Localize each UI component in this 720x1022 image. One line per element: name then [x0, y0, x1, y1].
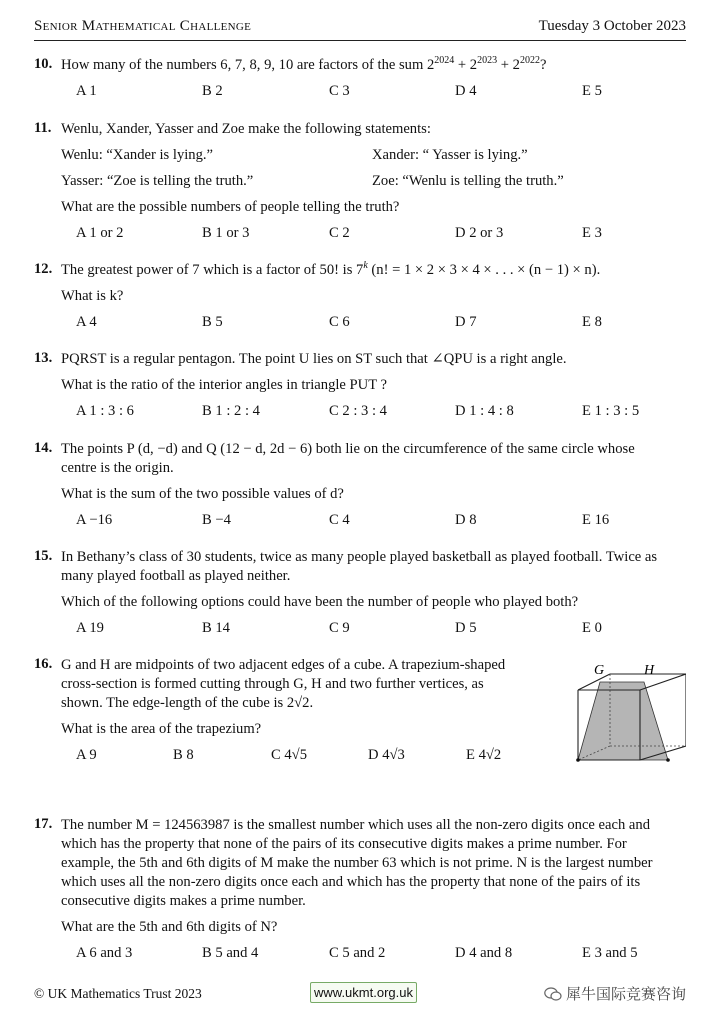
question-text: The greatest power of 7 which is a factor of 50! is 7$^k$ (n! = 1 × 2 × 3 × 4 × . . . × (n − 1) × n). — [61, 260, 601, 278]
option-d: D 2 or 3 — [455, 225, 504, 241]
question-15 — [34, 548, 686, 639]
option-a: A −16 — [76, 512, 113, 528]
option-e: E 4√2 — [466, 747, 502, 763]
question-text-line: cross-section is formed cutting through G, H and two further vertices, as — [61, 676, 484, 692]
option-d: D 1 : 4 : 8 — [455, 403, 514, 419]
option-e: E 5 — [582, 83, 602, 99]
label-g: G — [594, 663, 605, 678]
option-d: D 4 — [455, 83, 477, 99]
option-c: C 4 — [329, 512, 350, 528]
question-number: 11. — [34, 120, 52, 136]
option-c: C 2 : 3 : 4 — [329, 403, 387, 419]
statement-xander: Xander: “ Yasser is lying.” — [372, 147, 528, 163]
option-e: E 3 — [582, 225, 602, 241]
page-header — [34, 18, 686, 41]
option-c: C 3 — [329, 83, 350, 99]
option-d: D 8 — [455, 512, 477, 528]
question-text-line: example, the 5th and 6th digits of M make the number 63 which is not prime. N is the largest number — [61, 855, 653, 871]
question-prompt: What is the ratio of the interior angles in triangle PUT ? — [61, 377, 387, 393]
option-a: A 1 or 2 — [76, 225, 124, 241]
question-14 — [34, 440, 686, 531]
question-text: How many of the numbers 6, 7, 8, 9, 10 are factors of the sum $2^{2024} + 2^{2023} + 2^{2022}$? — [61, 55, 547, 73]
question-number: 17. — [34, 816, 53, 832]
option-b: B 5 and 4 — [202, 945, 259, 961]
page-footer — [34, 982, 686, 1004]
question-number: 14. — [34, 440, 53, 456]
wechat-icon — [544, 987, 562, 1001]
watermark — [544, 983, 686, 1004]
question-text-line: The points P (d, −d) and Q (12 − d, 2d − 6) both lie on the circumference of the same circle whose — [61, 441, 635, 457]
option-a: A 4 — [76, 314, 97, 330]
question-prompt: What are the possible numbers of people telling the truth? — [61, 199, 400, 215]
question-number: 13. — [34, 350, 53, 366]
option-b: B 5 — [202, 314, 223, 330]
option-c: C 6 — [329, 314, 350, 330]
question-text: PQRST is a regular pentagon. The point U lies on ST such that ∠QPU is a right angle. — [61, 351, 567, 367]
answer-options — [76, 511, 686, 531]
question-text: Wenlu, Xander, Yasser and Zoe make the following statements: — [61, 121, 431, 137]
trapezium-section — [578, 682, 668, 760]
question-number: 15. — [34, 548, 53, 564]
option-d: D 7 — [455, 314, 477, 330]
vertex-dot — [666, 758, 670, 762]
option-e: E 8 — [582, 314, 602, 330]
answer-options — [76, 402, 686, 422]
option-b: B 14 — [202, 620, 230, 636]
watermark-text: 犀牛国际竞赛咨询 — [565, 985, 686, 1003]
option-e: E 16 — [582, 512, 610, 528]
answer-options — [76, 944, 686, 964]
option-b: B 2 — [202, 83, 223, 99]
question-text-line: many played football as played neither. — [61, 568, 291, 584]
option-e: E 3 and 5 — [582, 945, 638, 961]
copyright-text: © UK Mathematics Trust 2023 — [34, 986, 202, 1001]
option-b: B −4 — [202, 512, 231, 528]
question-text-line: In Bethany’s class of 30 students, twice as many people played basketball as played football. Twice as — [61, 549, 658, 565]
question-text-line: which has the property that none of the pairs of its consecutive digits makes a prime number. For — [61, 836, 627, 852]
statement-yasser: Yasser: “Zoe is telling the truth.” — [61, 173, 254, 189]
statement-zoe: Zoe: “Wenlu is telling the truth.” — [372, 173, 564, 189]
question-text-line: which uses all the non-zero digits once each and which has the property that none of the pairs of its — [61, 874, 641, 890]
question-text-line: centre is the origin. — [61, 460, 174, 476]
statements-row — [61, 146, 686, 172]
option-b: B 1 : 2 : 4 — [202, 403, 260, 419]
option-b: B 8 — [173, 747, 194, 763]
option-a: A 1 — [76, 83, 97, 99]
website-link[interactable]: www.ukmt.org.uk — [310, 982, 417, 1003]
option-c: C 4√5 — [271, 747, 307, 763]
question-number: 10. — [34, 56, 53, 72]
option-b: B 1 or 3 — [202, 225, 250, 241]
answer-options — [76, 746, 530, 766]
question-text-line: G and H are midpoints of two adjacent edges of a cube. A trapezium-shaped — [61, 657, 506, 673]
question-number: 16. — [34, 656, 53, 672]
cube-cross-section-diagram — [566, 660, 686, 770]
option-d: D 4√3 — [368, 747, 405, 763]
option-a: A 1 : 3 : 6 — [76, 403, 134, 419]
option-e: E 0 — [582, 620, 602, 636]
question-prompt: Which of the following options could have been the number of people who played both? — [61, 594, 579, 610]
question-prompt: What are the 5th and 6th digits of N? — [61, 919, 278, 935]
statements-row — [61, 172, 686, 198]
option-c: C 2 — [329, 225, 350, 241]
label-h: H — [644, 663, 655, 678]
question-text-line: The number M = 124563987 is the smallest number which uses all the non-zero digits once each and — [61, 817, 651, 833]
answer-options — [76, 619, 686, 639]
question-text-line: consecutive digits makes a prime number. — [61, 893, 306, 909]
option-e: E 1 : 3 : 5 — [582, 403, 640, 419]
question-10 — [34, 56, 686, 102]
question-13 — [34, 350, 686, 422]
option-c: C 5 and 2 — [329, 945, 386, 961]
question-12 — [34, 261, 686, 333]
question-16 — [34, 656, 530, 766]
answer-options — [76, 313, 686, 333]
answer-options — [76, 224, 686, 244]
page-title: Senior Mathematical Challenge — [34, 18, 252, 34]
question-11 — [34, 120, 686, 244]
question-prompt: What is the area of the trapezium? — [61, 721, 262, 737]
statement-wenlu: Wenlu: “Xander is lying.” — [61, 147, 214, 163]
answer-options — [76, 82, 686, 102]
question-prompt: What is the sum of the two possible values of d? — [61, 486, 344, 502]
option-a: A 19 — [76, 620, 104, 636]
question-17 — [34, 816, 686, 964]
question-prompt: What is k? — [61, 288, 124, 304]
question-number: 12. — [34, 261, 53, 277]
vertex-dot — [576, 758, 580, 762]
question-text-line: shown. The edge-length of the cube is 2√2. — [61, 695, 314, 711]
option-a: A 6 and 3 — [76, 945, 133, 961]
page-date: Tuesday 3 October 2023 — [538, 18, 686, 34]
option-a: A 9 — [76, 747, 97, 763]
option-c: C 9 — [329, 620, 350, 636]
option-d: D 5 — [455, 620, 477, 636]
option-d: D 4 and 8 — [455, 945, 513, 961]
